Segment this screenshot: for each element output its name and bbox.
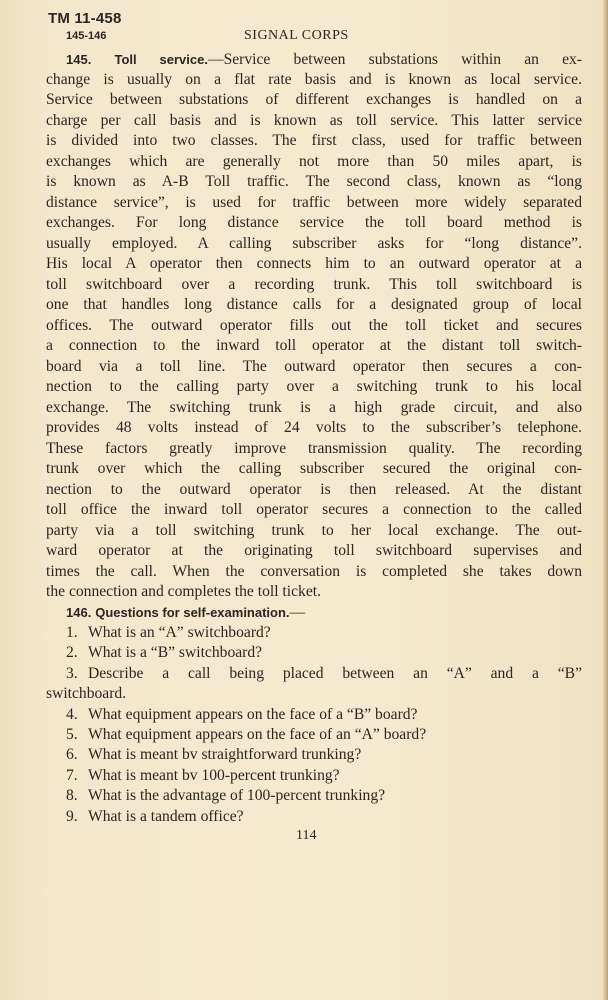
paragraph-145-line: trunk over which the calling subscriber secured the original con- (46, 460, 582, 477)
paragraph-145-line: usually employed. A calling subscriber asks for “long distance”. (46, 235, 582, 252)
paragraph-145-line: Service between substations of different exchanges is handled on a (46, 91, 582, 108)
question-item: 8. What is the advantage of 100-percent trunking? (66, 787, 386, 804)
section-145-number: 145. (66, 52, 92, 67)
paragraph-145-line: exchanges which are generally not more than 50 miles apart, is (46, 153, 582, 170)
paragraph-145-line: exchanges. For long distance service the toll board method is (46, 214, 582, 231)
section-145-heading: Toll service. (114, 52, 208, 67)
question-item: 2. What is a “B” switchboard? (66, 644, 263, 661)
question-item: 6. What is meant bv straightforward trunking? (66, 746, 362, 763)
running-title: SIGNAL CORPS (244, 28, 349, 43)
section-146-heading: Questions for self-examination. (95, 605, 290, 620)
question-item: 5. What equipment appears on the face of an “A” board? (66, 726, 427, 743)
paragraph-145-line: is divided into two classes. The first class, used for traffic between (46, 132, 582, 149)
paragraph-145-line: These factors greatly improve transmission quality. The recording (46, 440, 582, 457)
section-range: 145-146 (66, 30, 107, 42)
paragraph-145-line: ward operator at the originating toll switchboard supervises and (46, 542, 582, 559)
paragraph-145-line: charge per call basis and is known as toll service. This latter service (46, 112, 582, 129)
paragraph-145-line: offices. The outward operator fills out the toll ticket and secures (46, 317, 582, 334)
question-item: 9. What is a tandem office? (66, 808, 244, 825)
paragraph-145-line: board via a toll line. The outward operator then secures a con- (46, 358, 582, 375)
paragraph-145-line: nection to the calling party over a switching trunk to his local (46, 378, 582, 395)
paragraph-145-line: is known as A-B Toll traffic. The second class, known as “long (46, 173, 582, 190)
paragraph-145-line: change is usually on a flat rate basis and is known as local service. (46, 71, 582, 88)
question-item: 1. What is an “A” switchboard? (66, 624, 271, 641)
paragraph-145-line: His local A operator then connects him to an outward operator at a (46, 255, 582, 272)
question-item: 3. Describe a call being placed between an “A” and a “B” (66, 665, 582, 682)
paragraph-145-line: toll switchboard over a recording trunk. This toll switchboard is (46, 276, 582, 293)
paragraph-145-line: 145. Toll service.—Service between substations within an ex- (66, 51, 583, 68)
paragraph-145-line: distance service”, is used for traffic between more widely separated (46, 194, 582, 211)
paragraph-145-line: one that handles long distance calls for a designated group of local (46, 296, 582, 313)
paragraph-145-line: times the call. When the conversation is completed she takes down (46, 563, 582, 580)
paragraph-145-line: toll office the inward toll operator secures a connection to the called (46, 501, 582, 518)
manual-number: TM 11-458 (48, 10, 122, 27)
paragraph-145-line: the connection and completes the toll ticket. (46, 583, 321, 600)
page-number: 114 (296, 828, 317, 843)
paragraph-145-line: exchange. The switching trunk is a high grade circuit, and also (46, 399, 582, 416)
question-item: 4. What equipment appears on the face of a “B” board? (66, 706, 418, 723)
section-146-number: 146. (66, 605, 92, 620)
paragraph-145-line: party via a toll switching trunk to her local exchange. The out- (46, 522, 582, 539)
paragraph-145-line: nection to the outward operator is then released. At the distant (46, 481, 582, 498)
question-continuation: switchboard. (46, 685, 127, 702)
paragraph-145-line: provides 48 volts instead of 24 volts to the subscriber’s telephone. (46, 419, 582, 436)
section-146-heading-line: 146. Questions for self-examination.— (66, 604, 306, 621)
question-item: 7. What is meant bv 100-percent trunking? (66, 767, 340, 784)
paragraph-145-line: a connection to the inward toll operator at the distant toll switch- (46, 337, 582, 354)
page-edge (602, 0, 608, 1000)
